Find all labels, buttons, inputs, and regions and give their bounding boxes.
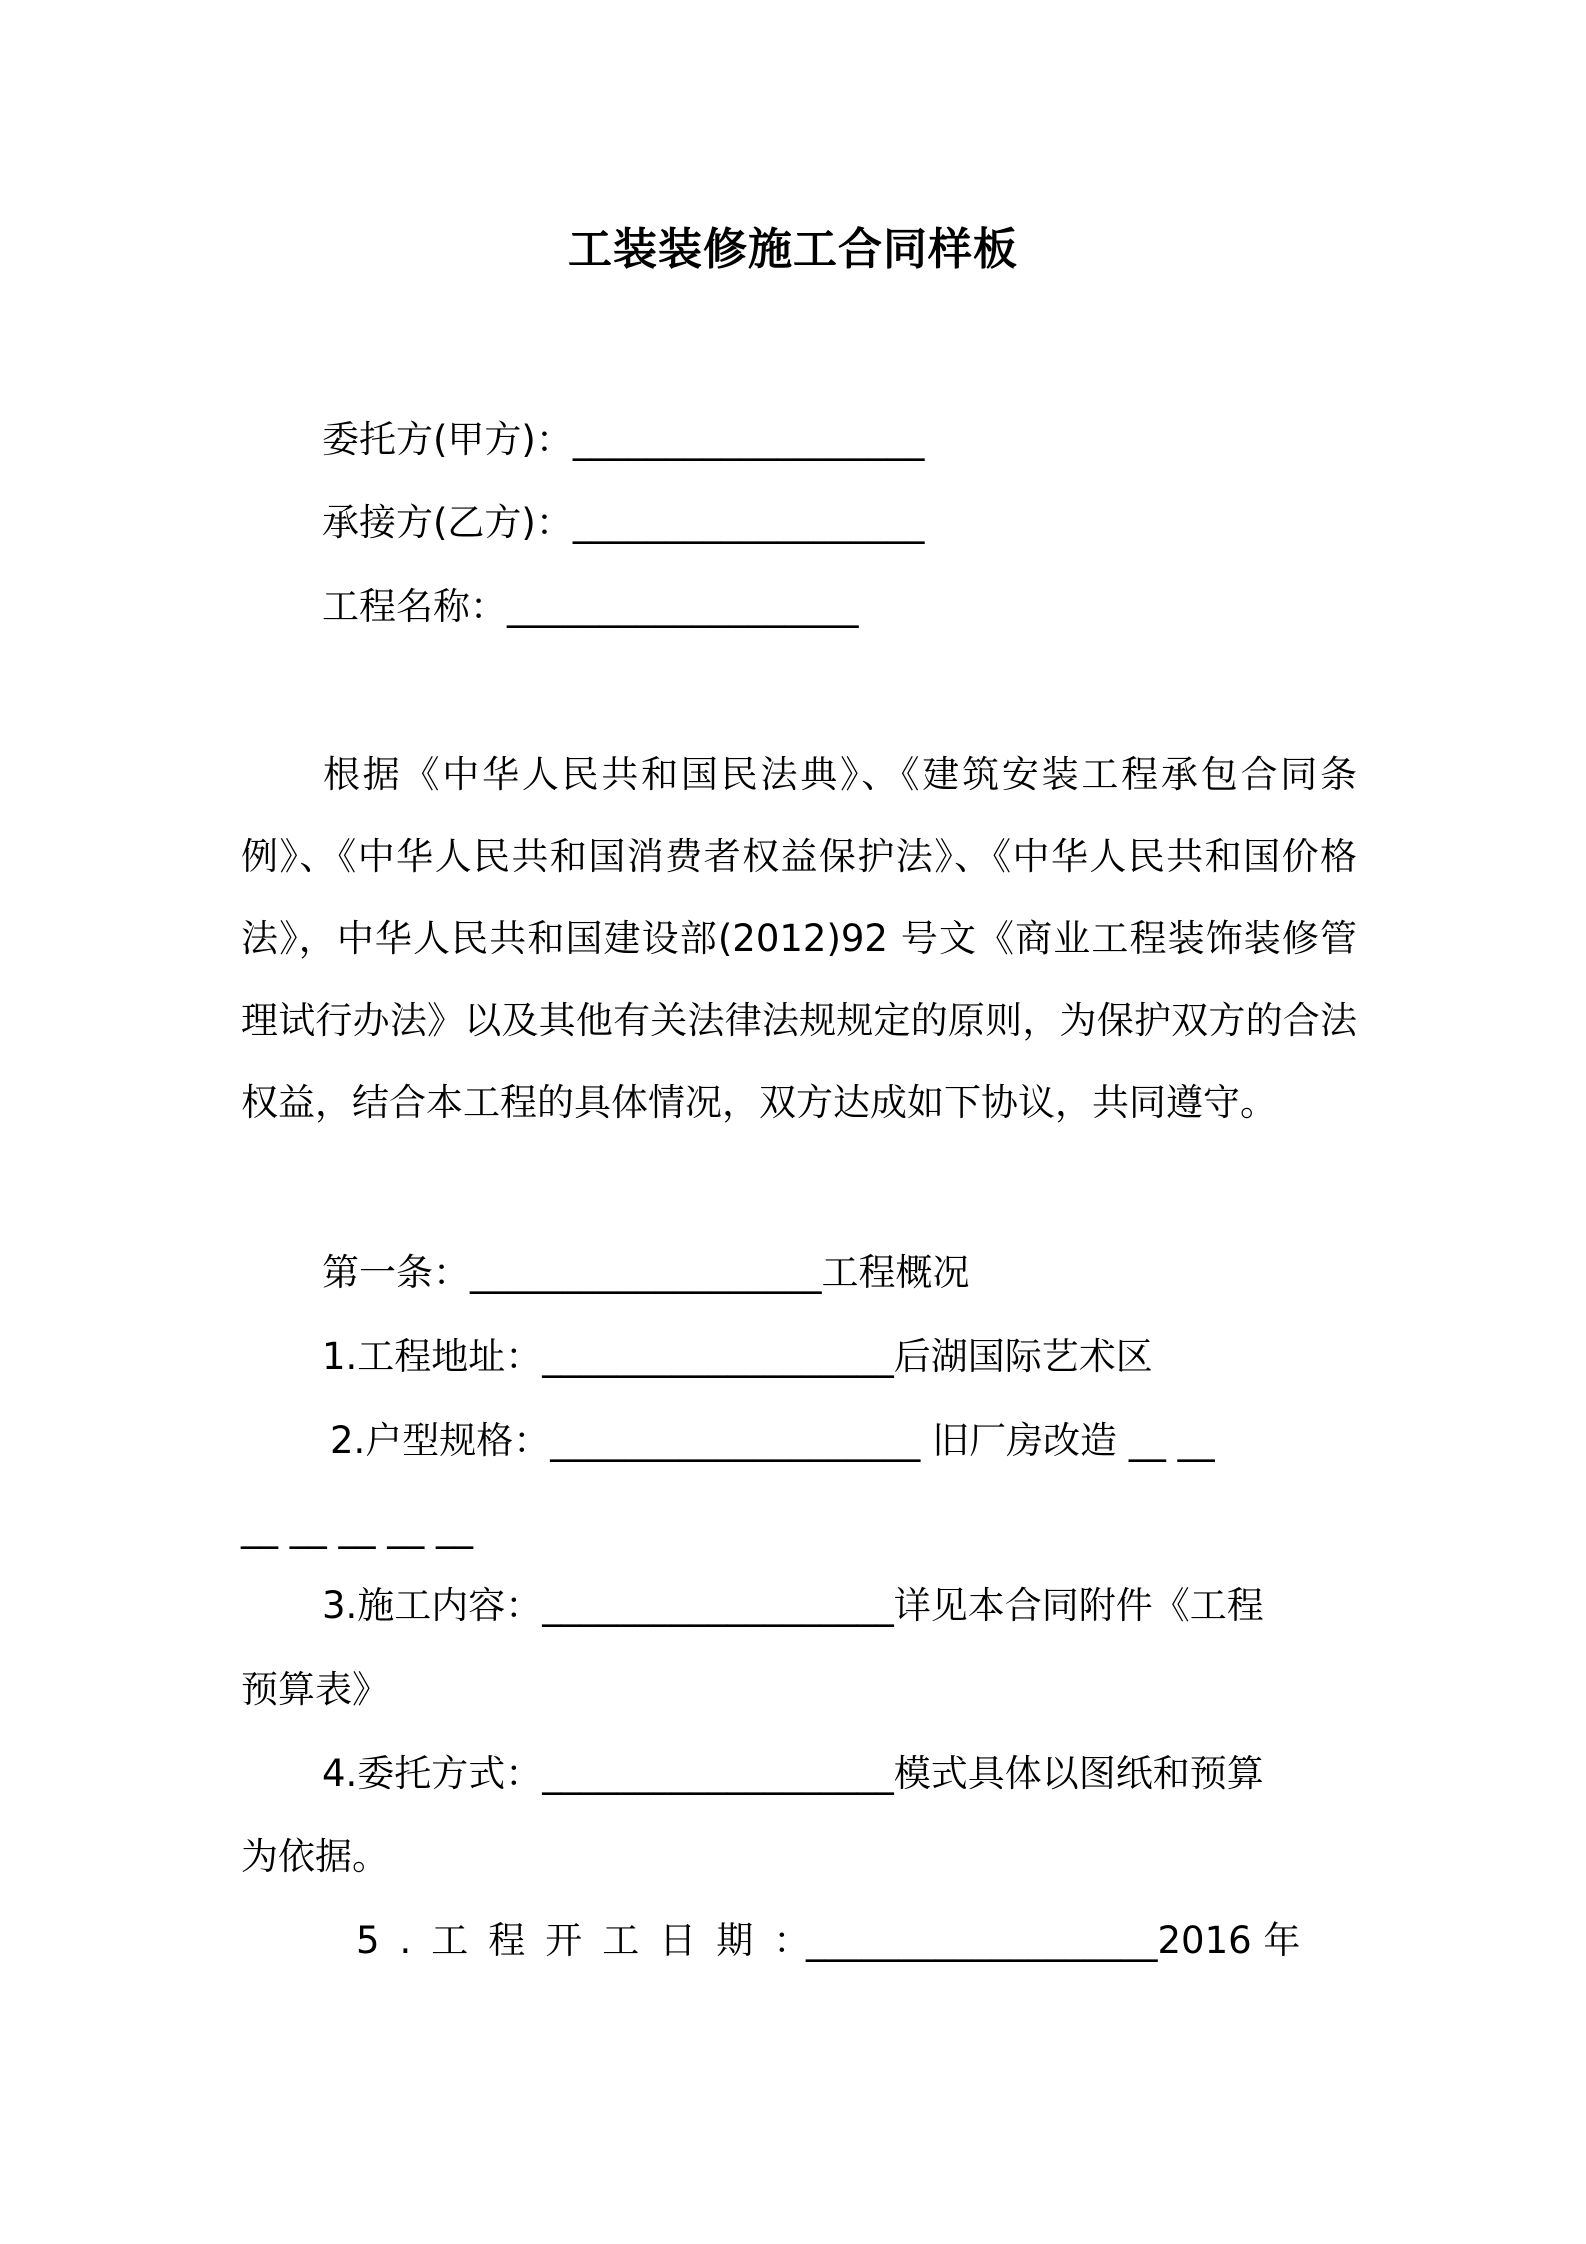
item-5-start-date-value: ___________________2016 年: [806, 1919, 1301, 1962]
preamble-paragraph: 根据《中华人民共和国民法典》、《建筑安装工程承包合同条例》、《中华人民共和国消费者权益保护法》、《中华人民共和国价格法》，中华人民共和国建设部(2012)92 号文《商业工程装饰装修管理试行办法》以及其他有关法律法规规定的原则，为保护双方的合法权益，结合本工程的具体情况，双方达成如下协议，共同遵守。: [241, 753, 1357, 1124]
item-4-method-line1: 4.委托方式：___________________模式具体以图纸和预算: [322, 1752, 1264, 1795]
item-3-content-line2: 预算表》: [241, 1668, 389, 1711]
item-5-start-date-label: 5.工程开工日期：: [356, 1919, 831, 1962]
contractor-party-field: 承接方(乙方)：___________________: [322, 501, 925, 544]
article-1-heading: 第一条：___________________工程概况: [322, 1251, 970, 1294]
item-2-spec-line1: 2.户型规格：____________________ 旧厂房改造 __ __: [330, 1419, 1215, 1462]
document-title: 工装装修施工合同样板: [568, 224, 1018, 275]
item-4-method-line2: 为依据。: [241, 1835, 389, 1878]
item-1-address: 1.工程地址：___________________后湖国际艺术区: [322, 1335, 1153, 1378]
client-party-field: 委托方(甲方)：___________________: [322, 418, 925, 461]
item-2-spec-line2: __ __ __ __ __: [241, 1506, 474, 1549]
project-name-field: 工程名称：___________________: [322, 585, 859, 628]
item-3-content-line1: 3.施工内容：___________________详见本合同附件《工程: [322, 1584, 1264, 1627]
